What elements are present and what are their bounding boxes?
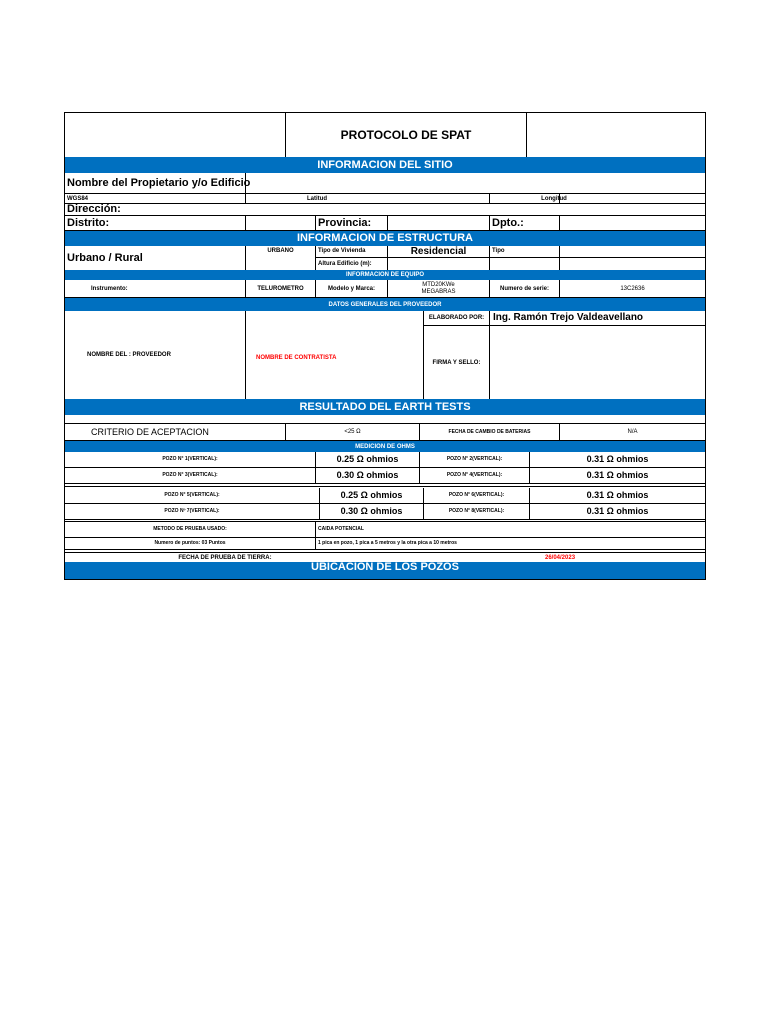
well-8-label: POZO N° 8(VERTICAL): <box>423 504 529 520</box>
well-1-value: 0.25 Ω ohmios <box>315 452 419 468</box>
dept-label: Dpto.: <box>489 216 559 231</box>
section-provider-header: DATOS GENERALES DEL PROVEEDOR <box>65 298 705 311</box>
owner-label: Nombre del Propietario y/o Edificio <box>67 176 251 189</box>
blank-cell <box>559 258 705 270</box>
test-date-label: FECHA DE PRUEBA DE TIERRA: <box>178 554 272 561</box>
well-4-value: 0.31 Ω ohmios <box>529 468 705 484</box>
well-3-value: 0.30 Ω ohmios <box>315 468 419 484</box>
longitude-label: Longitud <box>541 196 567 202</box>
section-equipment-header: INFORMACION DE EQUIPO <box>65 270 705 280</box>
well-5-label: POZO N° 5(VERTICAL): <box>65 488 319 504</box>
test-date-value: 26/04/2023 <box>545 554 576 561</box>
well-7-value: 0.30 Ω ohmios <box>319 504 423 520</box>
method-label: METODO DE PRUEBA USADO: <box>65 522 315 538</box>
well-2-label: POZO N° 2(VERTICAL): <box>419 452 529 468</box>
well-6-label: POZO N° 6(VERTICAL): <box>423 488 529 504</box>
signature-area <box>489 326 705 399</box>
method-value: CAIDA POTENCIAL <box>315 522 705 538</box>
district-value <box>245 216 315 231</box>
signature-label: FIRMA Y SELLO: <box>423 326 489 399</box>
height-label: Altura Edificio (m): <box>315 258 387 270</box>
code-area <box>527 113 705 157</box>
latitude-label: Latitud <box>307 196 327 202</box>
well-4-label: POZO N° 4(VERTICAL): <box>419 468 529 484</box>
serial-label: Numero de serie: <box>489 280 559 298</box>
well-5-value: 0.25 Ω ohmios <box>319 488 423 504</box>
height-value <box>387 258 489 270</box>
spat-protocol-sheet <box>64 112 706 580</box>
page-title: PROTOCOLO DE SPAT <box>285 113 527 157</box>
model-value-line-1: MTD20KWe <box>422 282 455 288</box>
province-value <box>387 216 489 231</box>
points-label: Numero de puntos: 03 Puntos <box>65 538 315 550</box>
owner-row <box>65 173 705 194</box>
provider-name-value: NOMBRE DE CONTRATISTA <box>245 311 423 399</box>
zone-value: URBANO <box>245 246 315 270</box>
well-2-value: 0.31 Ω ohmios <box>529 452 705 468</box>
section-location-header: UBICACION DE LOS POZOS <box>65 562 705 579</box>
well-7-label: POZO Nº 7(VERTICAL): <box>65 504 319 520</box>
model-value <box>387 280 489 298</box>
district-label: Distrito: <box>65 216 245 231</box>
housing-type-label: Tipo de Vivienda <box>315 246 387 258</box>
model-value-line-2: MEGABRAS <box>421 289 456 295</box>
well-3-label: POZO N° 3(VERTICAL): <box>65 468 315 484</box>
zone-label: Urbano / Rural <box>67 251 143 264</box>
section-results-header: RESULTADO DEL EARTH TESTS <box>65 399 705 415</box>
address-label: Dirección: <box>67 203 121 215</box>
serial-value: 13C2636 <box>559 280 705 298</box>
section-structure-header: INFORMACION DE ESTRUCTURA <box>65 231 705 246</box>
criteria-label: CRITERIO DE ACEPTACION <box>65 424 285 441</box>
blank-cell <box>489 258 559 270</box>
type-label: Tipo <box>489 246 559 258</box>
logo-area <box>65 113 285 157</box>
points-value: 1 pica en pozo, 1 pica a 5 metros y la otra pica a 10 metros <box>315 538 705 550</box>
well-6-value: 0.31 Ω ohmios <box>529 488 705 504</box>
dept-value <box>559 216 705 231</box>
instrument-value: TELUROMETRO <box>245 280 315 298</box>
well-8-value: 0.31 Ω ohmios <box>529 504 705 520</box>
province-label: Provincia: <box>315 216 387 231</box>
provider-name-label: NOMBRE DEL : PROVEEDOR <box>87 352 171 358</box>
address-row <box>65 204 705 216</box>
criteria-value: <25 Ω <box>285 424 419 441</box>
battery-change-label: FECHA DE CAMBIO DE BATERIAS <box>419 424 559 441</box>
prepared-by-value: Ing. Ramón Trejo Valdeavellano <box>489 311 705 326</box>
results-spacer <box>65 415 705 424</box>
instrument-label: Instrumento: <box>65 280 245 298</box>
type-value <box>559 246 705 258</box>
measure-header: MEDICION DE OHMS <box>65 441 705 452</box>
prepared-by-label: ELABORADO POR: <box>423 311 489 326</box>
model-label: Modelo y Marca: <box>315 280 387 298</box>
battery-change-value: N/A <box>559 424 705 441</box>
section-site-header: INFORMACION DEL SITIO <box>65 157 705 173</box>
housing-type-value: Residencial <box>387 246 489 258</box>
well-1-label: POZO N° 1(VERTICAL): <box>65 452 315 468</box>
wgs-label: WGS84 <box>67 195 89 202</box>
